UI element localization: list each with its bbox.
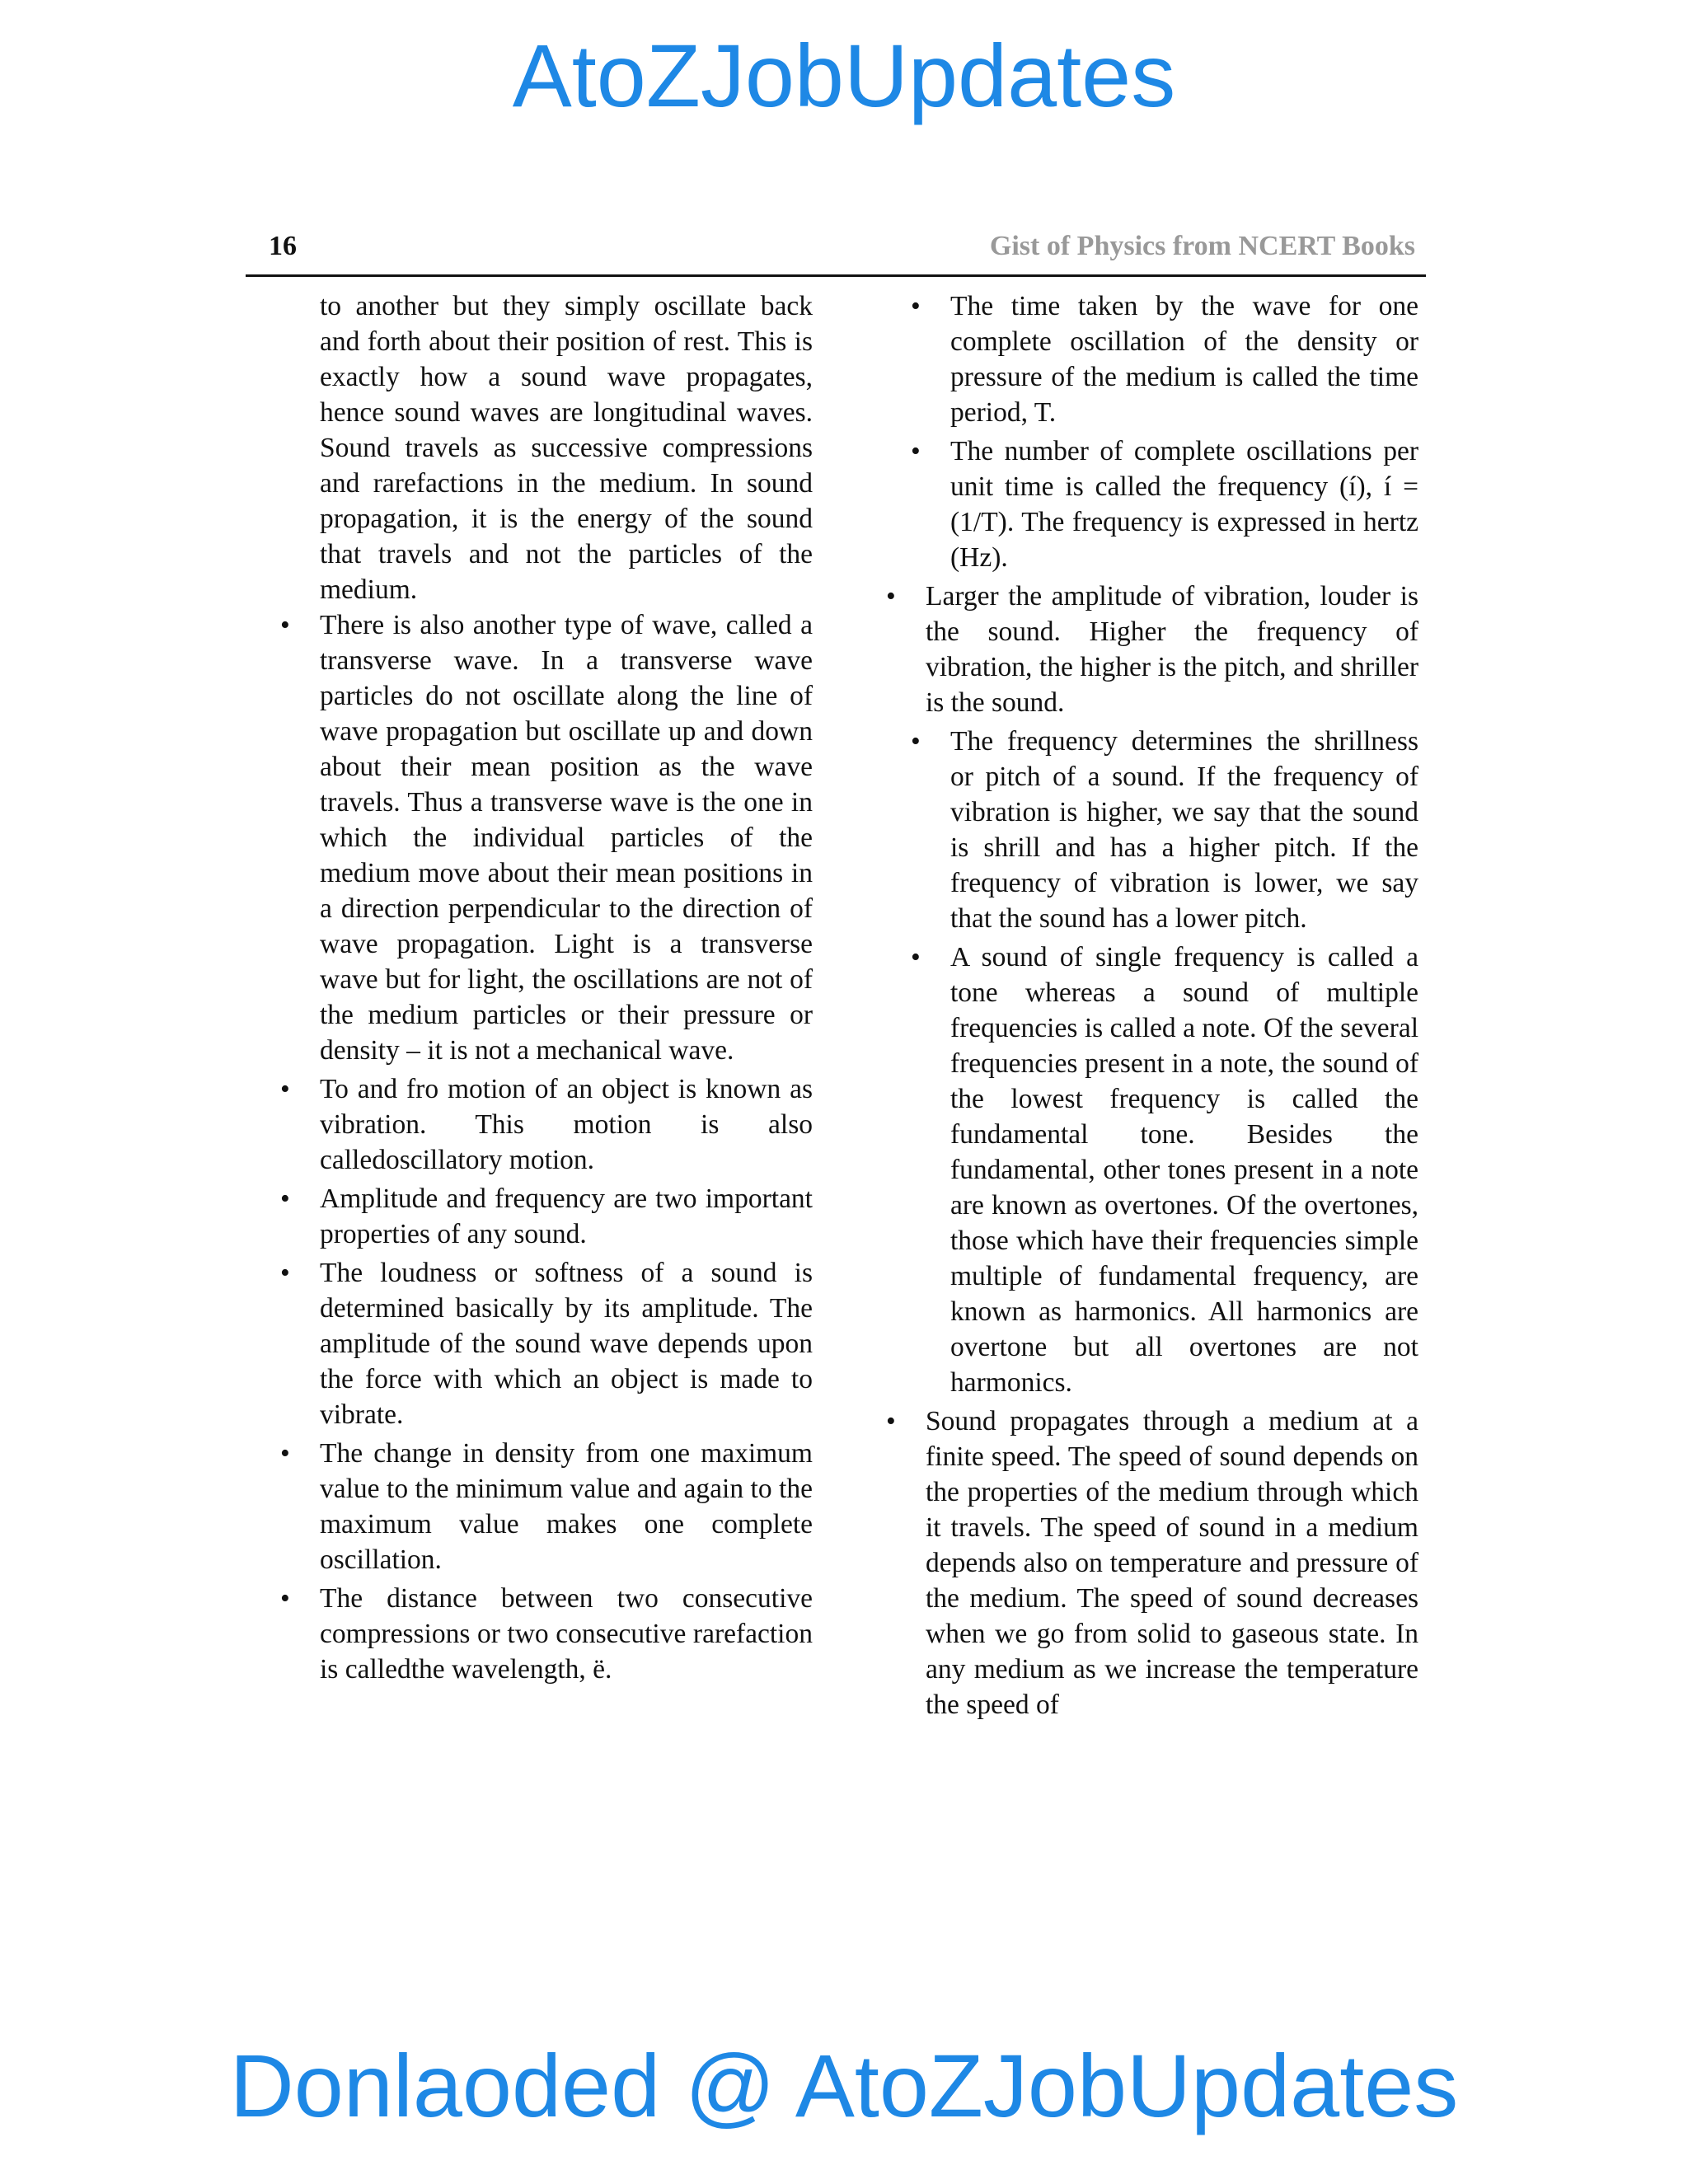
book-title: Gist of Physics from NCERT Books [989,231,1415,261]
header-rule [246,274,1426,277]
page-number: 16 [269,231,297,261]
sub-bullet-item: • The frequency determines the shrillness or pitch of a sound. If the frequency of vibration is higher, we say that the sound is shrill and has a higher pitch. If the frequency of vibration is lower, we say that the sound has a lower pitch. [950,724,1418,936]
bullet-item: • There is also another type of wave, called a transverse wave. In a transverse wave particles do not oscillate along the line of wave propagation but oscillate up and down about their mean position as the wave travels. Thus a transverse wave is the one in which the individual particles of the medium move about their mean positions in a direction perpendicular to the direction of wave propagation. Light is a transverse wave but for light, the oscillations are not of the medium particles or their pressure or density – it is not a mechanical wave. [320,607,813,1068]
continuation-paragraph: to another but they simply oscillate back and forth about their position of rest. This is exactly how a sound wave propagates, hence sound waves are longitudinal waves. Sound travels as successive compressions and rarefactions in the medium. In sound propagation, it is the energy of the sound that travels and not the particles of the medium. [320,291,813,605]
watermark-bottom: Donlaoded @ AtoZJobUpdates [229,2036,1459,2135]
bullet-item: • The distance between two consecutive compressions or two consecutive rarefaction is calledthe wavelength, ë. [320,1581,813,1687]
page-header [246,231,1426,277]
sub-bullet-item: • The time taken by the wave for one complete oscillation of the density or pressure of the medium is called the time period, T. [950,288,1418,430]
bullet-item: • Larger the amplitude of vibration, louder is the sound. Higher the frequency of vibration, the higher is the pitch, and shriller is the sound. [926,579,1418,720]
bullet-item: • The loudness or softness of a sound is determined basically by its amplitude. The amplitude of the sound wave depends upon the force with which an object is made to vibrate. [320,1255,813,1432]
sub-bullet-item: • The number of complete oscillations per unit time is called the frequency (í), í =(1/T). The frequency is expressed in hertz (Hz). [950,434,1418,575]
watermark-top: AtoZJobUpdates [512,26,1176,125]
bullet-item: • The change in density from one maximum value to the minimum value and again to the maximum value makes one complete oscillation. [320,1436,813,1577]
sub-bullet-item: • A sound of single frequency is called a tone whereas a sound of multiple frequencies is called a note. Of the several frequencies present in a note, the sound of the lowest frequency is called the fundamental tone. Besides the fundamental, other tones present in a note are known as overtones. Of the overtones, those which have their frequencies simple multiple of fundamental frequency, are known as harmonics. All harmonics are overtone but all overtones are not harmonics. [950,940,1418,1400]
left-column [320,288,813,1690]
bullet-item: • Amplitude and frequency are two important properties of any sound. [320,1181,813,1252]
bullet-item: • To and fro motion of an object is known as vibration. This motion is also calledoscillatory motion. [320,1071,813,1178]
bullet-item: • Sound propagates through a medium at a finite speed. The speed of sound depends on the properties of the medium through which it travels. The speed of sound in a medium depends also on temperature and pressure of the medium. The speed of sound decreases when we go from solid to gaseous state. In any medium as we increase the temperature the speed of [926,1404,1418,1722]
right-column [926,288,1418,1726]
